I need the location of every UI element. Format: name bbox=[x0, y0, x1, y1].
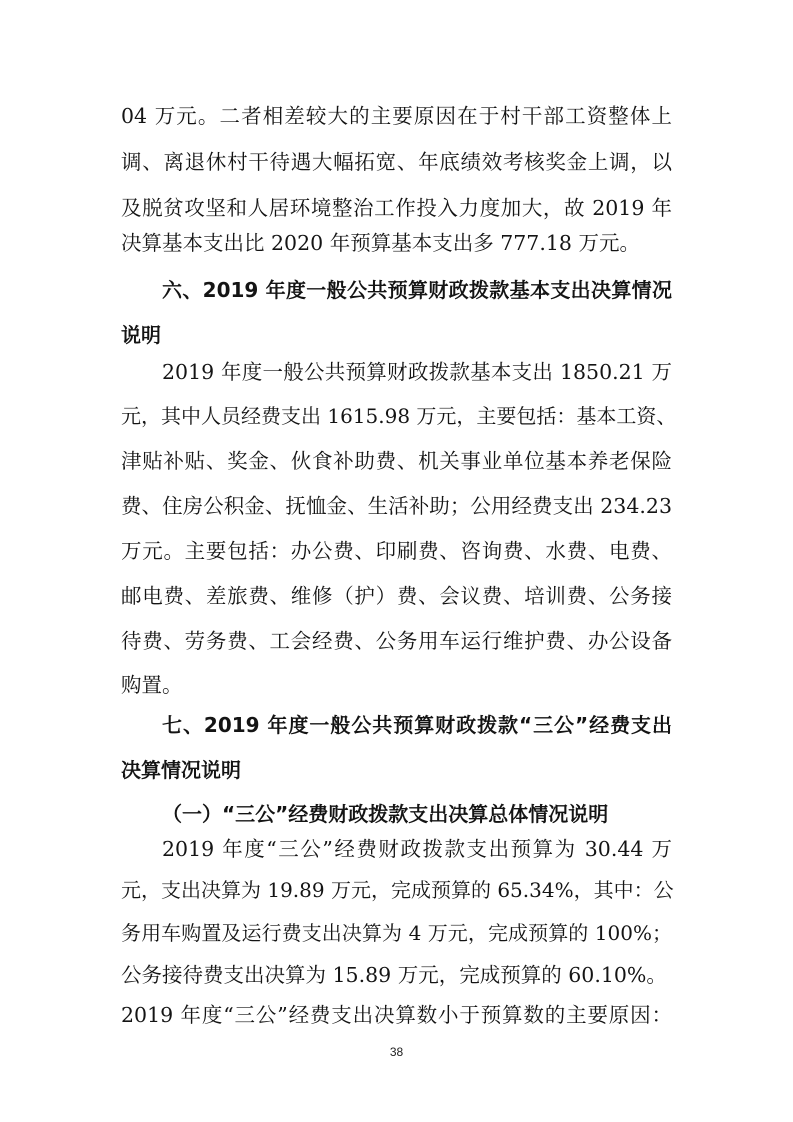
text-line: 2019 年度一般公共预算财政拨款基本支出 1850.21 万 bbox=[162, 360, 672, 384]
heading-line: 说明 bbox=[121, 323, 161, 347]
heading-line: 六、2019 年度一般公共预算财政拨款基本支出决算情况 bbox=[162, 278, 672, 302]
text-line: 调、离退休村干待遇大幅拓宽、年底绩效考核奖金上调，以 bbox=[121, 150, 672, 174]
text-line: 决算基本支出比 2020 年预算基本支出多 777.18 万元。 bbox=[121, 231, 640, 255]
text-line: 元，其中人员经费支出 1615.98 万元，主要包括：基本工资、 bbox=[121, 404, 677, 428]
heading-line: 七、2019 年度一般公共预算财政拨款“三公”经费支出 bbox=[162, 713, 672, 737]
text-line: 费、住房公积金、抚恤金、生活补助；公用经费支出 234.23 bbox=[121, 494, 672, 518]
text-line: 待费、劳务费、工会经费、公务用车运行维护费、办公设备 bbox=[121, 629, 672, 653]
text-line: 及脱贫攻坚和人居环境整治工作投入力度加大，故 2019 年 bbox=[121, 196, 672, 220]
text-line: 邮电费、差旅费、维修（护）费、会议费、培训费、公务接 bbox=[121, 584, 672, 608]
text-line: 务用车购置及运行费支出决算为 4 万元，完成预算的 100%； bbox=[121, 921, 672, 945]
subsection-heading: （一）“三公”经费财政拨款支出决算总体情况说明 bbox=[162, 802, 609, 826]
text-line: 元，支出决算为 19.89 万元，完成预算的 65.34%，其中：公 bbox=[121, 878, 674, 902]
text-line: 津贴补贴、奖金、伙食补助费、机关事业单位基本养老保险 bbox=[121, 449, 672, 473]
text-line: 2019 年度“三公”经费财政拨款支出预算为 30.44 万 bbox=[162, 837, 672, 861]
text-line: 2019 年度“三公”经费支出决算数小于预算数的主要原因： bbox=[121, 1003, 672, 1027]
text-line: 万元。主要包括：办公费、印刷费、咨询费、水费、电费、 bbox=[121, 539, 672, 563]
heading-line: 决算情况说明 bbox=[121, 758, 241, 782]
text-line: 公务接待费支出决算为 15.89 万元，完成预算的 60.10%。 bbox=[121, 963, 667, 987]
text-line: 04 万元。二者相差较大的主要原因在于村干部工资整体上 bbox=[121, 104, 672, 128]
text-line: 购置。 bbox=[121, 673, 183, 697]
page-number: 38 bbox=[389, 1045, 404, 1059]
